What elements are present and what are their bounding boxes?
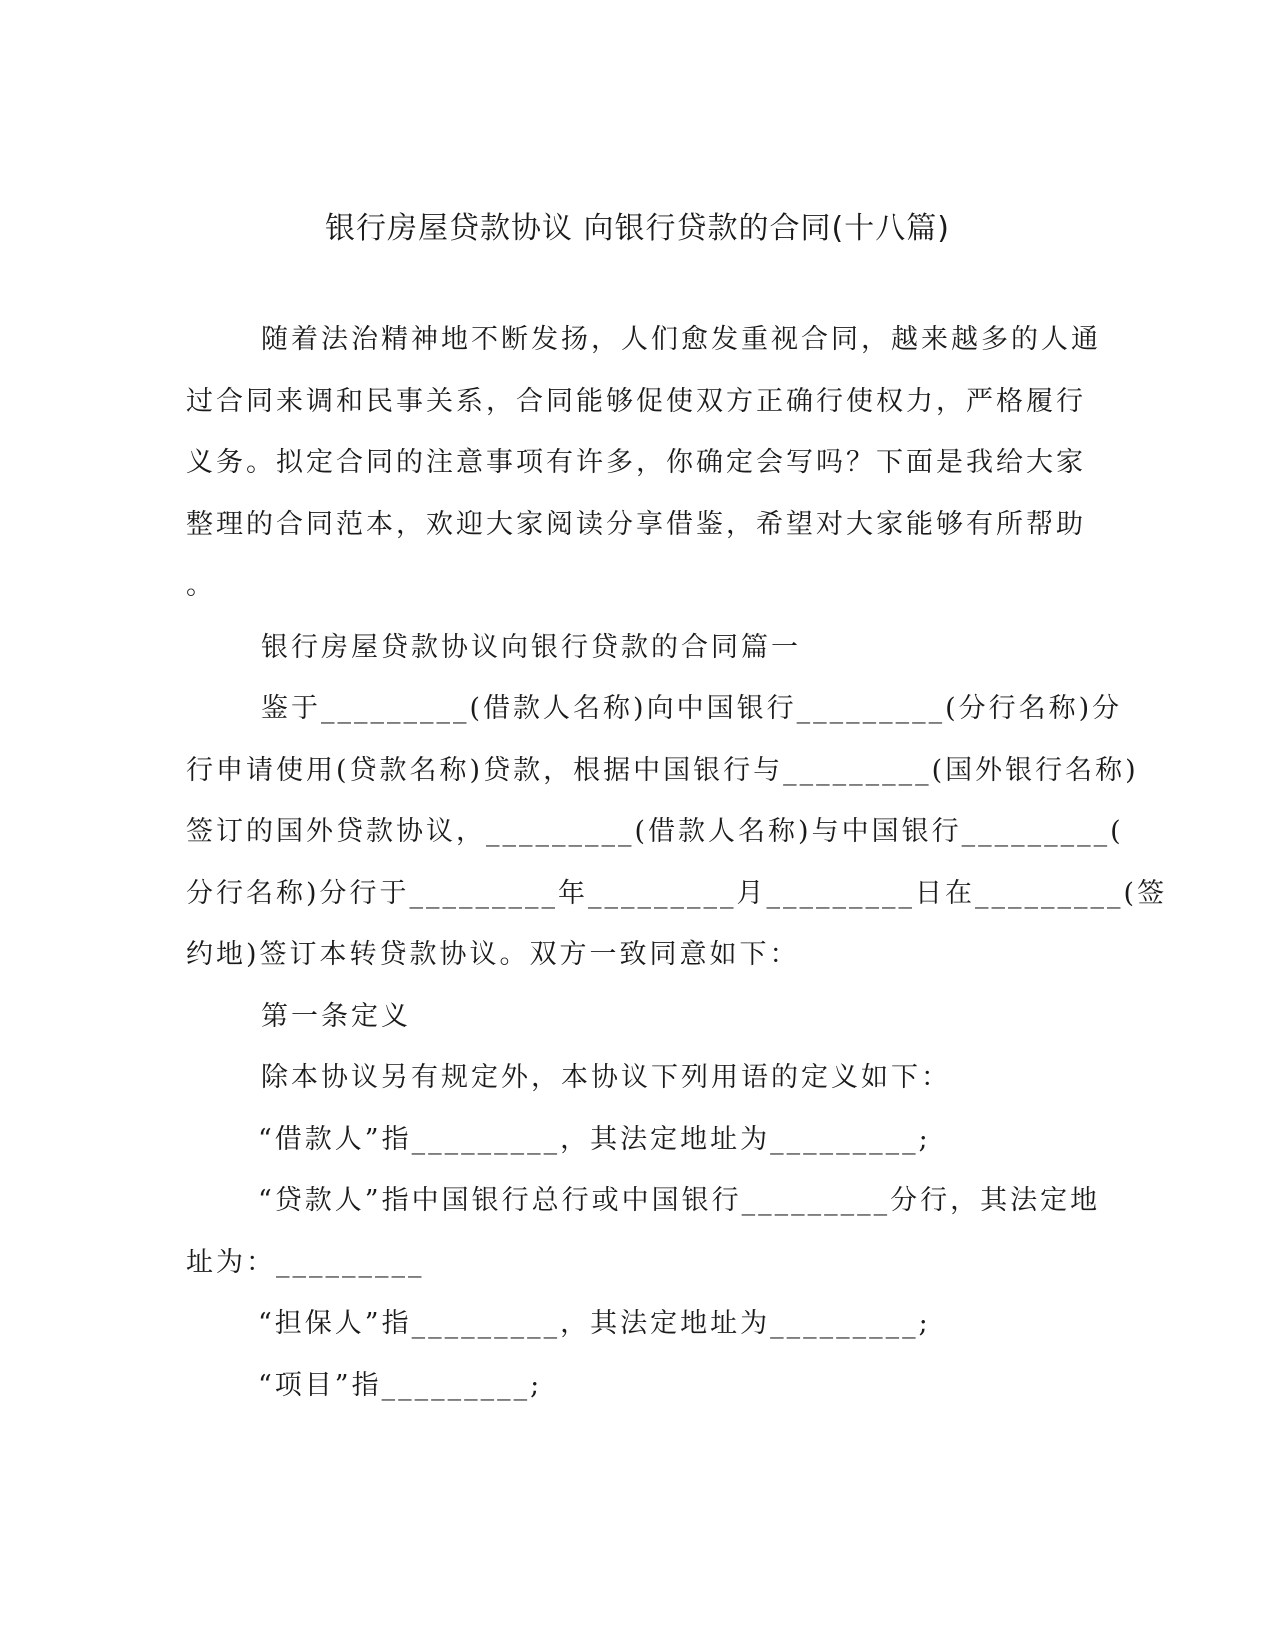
paragraph-line: 行申请使用(贷款名称)贷款，根据中国银行与_________(国外银行名称) xyxy=(186,754,1139,786)
paragraph-line: 义务。拟定合同的注意事项有许多，你确定会写吗？下面是我给大家 xyxy=(186,447,1086,478)
paragraph-line: 分行名称)分行于_________年_________月_________日在_________(签 xyxy=(186,877,1168,909)
definition-line: 址为：_________ xyxy=(186,1246,425,1278)
paragraph-line: 签订的国外贷款协议，_________(借款人名称)与中国银行_________( xyxy=(186,816,1124,847)
definition-line: “项目”指_________; xyxy=(258,1369,543,1401)
paragraph-line: 约地)签订本转贷款协议。双方一致同意如下： xyxy=(186,939,800,970)
document-body xyxy=(186,320,1168,1427)
definition-line: “贷款人”指中国银行总行或中国银行_________分行，其法定地 xyxy=(258,1185,1101,1216)
article-heading: 第一条定义 xyxy=(261,1000,411,1032)
section-heading: 银行房屋贷款协议向银行贷款的合同篇一 xyxy=(261,631,801,663)
paragraph-line: 鉴于_________(借款人名称)向中国银行_________(分行名称)分 xyxy=(261,693,1123,724)
paragraph-line: 过合同来调和民事关系，合同能够促使双方正确行使权力，严格履行 xyxy=(186,385,1086,417)
document-title: 银行房屋贷款协议 向银行贷款的合同(十八篇) xyxy=(325,211,950,246)
paragraph-line: 。 xyxy=(186,570,216,601)
definition-line: “担保人”指_________，其法定地址为_________; xyxy=(258,1308,931,1339)
definition-line: “借款人”指_________，其法定地址为_________; xyxy=(258,1123,931,1155)
paragraph-line: 整理的合同范本，欢迎大家阅读分享借鉴，希望对大家能够有所帮助 xyxy=(186,508,1086,540)
paragraph-line: 随着法治精神地不断发扬，人们愈发重视合同，越来越多的人通 xyxy=(261,324,1101,355)
paragraph-line: 除本协议另有规定外，本协议下列用语的定义如下： xyxy=(261,1062,951,1093)
